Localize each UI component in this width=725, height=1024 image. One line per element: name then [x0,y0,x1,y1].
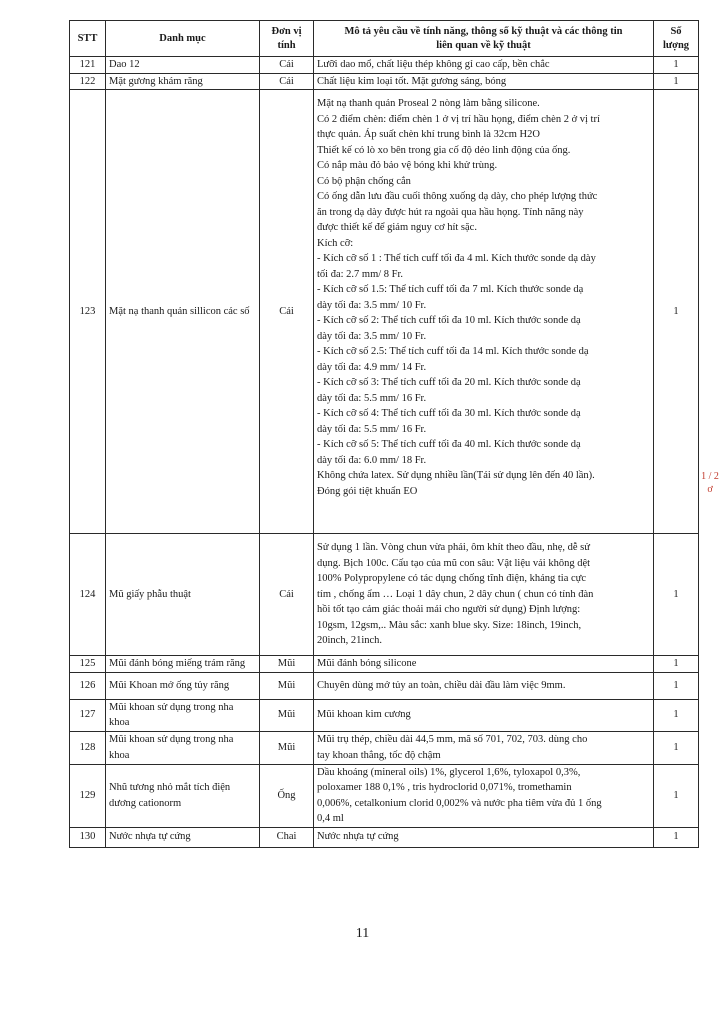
row-unit-cell: Cái [260,73,314,90]
desc-line: Dầu khoáng (mineral oils) 1%, glycerol 1,6%, tyloxapol 0,3%, [317,766,581,778]
header-stt: STT [70,21,106,57]
row-stt-cell: 130 [70,827,106,847]
desc-line: - Kích cỡ số 2: Thể tích cuff tối đa 10 ml. Kích thước sonde dạ [317,315,581,326]
table-row [70,90,699,534]
row-stt-cell: 123 [70,90,106,534]
desc-line: 100% Polypropylene có tác dụng chống tĩnh điện, kháng tia cực [317,573,587,585]
row-qty-cell: 1 [654,827,699,847]
table-row [70,699,699,731]
row-name-cell: Mũ giấy phẫu thuật [106,534,260,656]
desc-line: Đóng gói tiệt khuẩn EO [317,485,418,497]
desc-line: Có ống dẫn lưu đầu cuối thông xuống dạ dày, cho phép lượng thức [317,191,598,202]
row-stt-cell: 127 [70,699,106,731]
desc-line: Nước nhựa tự cứng [317,831,399,843]
desc-line: Mũi trụ thép, chiều dài 44,5 mm, mã số 701, 702, 703. dùng cho [317,734,588,745]
desc-line: Không chứa latex. Sử dụng nhiều lần(Tái sử dụng lên đến 40 lần). [317,470,595,481]
row-name-cell: Dao 12 [106,57,260,74]
row-desc-cell [314,656,654,673]
desc-line: được thiết kế để giảm nguy cơ hít sặc. [317,222,477,233]
margin-note-line: 1 / 2 [701,471,719,482]
row-name-cell: Mặt nạ thanh quản sillicon các số [106,90,260,534]
desc-line: 10gsm, 12gsm,.. Màu sắc: xanh blue sky. Size: 18inch, 19inch, [317,619,582,631]
desc-line: Chuyên dùng mở tủy an toàn, chiều dài đầu làm việc 9mm. [317,679,566,691]
row-name-cell: Mặt gương khám răng [106,73,260,90]
row-desc-cell [314,57,654,74]
desc-line: Sử dụng 1 lần. Vòng chun vừa phải, ôm khít theo đầu, nhẹ, dễ sử [317,542,590,554]
row-unit-cell: Mũi [260,731,314,764]
row-name-cell: Mũi khoan sử dụng trong nha khoa [106,731,260,764]
row-name-cell: Mũi khoan sử dụng trong nha khoa [106,699,260,731]
spec-table [69,20,699,848]
desc-line: poloxamer 188 0,1% , tris hydroclorid 0,071%, tromethamin [317,782,572,793]
desc-line: 20inch, 21inch. [317,635,383,647]
row-qty-cell: 1 [654,672,699,699]
row-desc-cell [314,731,654,764]
desc-line: dày tối đa: 5.5 mm/ 16 Fr. [317,392,427,404]
table-row [70,827,699,847]
row-stt-cell: 124 [70,534,106,656]
row-stt-cell: 121 [70,57,106,74]
header-desc-line: Mô tả yêu cầu về tính năng, thông số kỹ thuật và các thông tin [344,25,623,37]
page-number: 11 [355,926,370,941]
row-desc-cell [314,827,654,847]
row-desc-cell [314,90,654,534]
row-stt-cell: 122 [70,73,106,90]
row-desc-cell [314,764,654,827]
desc-line: - Kích cỡ số 3: Thể tích cuff tối đa 20 ml. Kích thước sonde dạ [317,377,581,388]
table-row [70,656,699,673]
row-stt-cell: 128 [70,731,106,764]
desc-line: dày tối đa: 3.5 mm/ 10 Fr. [317,299,427,311]
desc-line: dày tối đa: 4.9 mm/ 14 Fr. [317,361,427,373]
row-unit-cell: Ống [260,764,314,827]
desc-line: ăn trong dạ dày được hút ra ngoài qua hầu họng. Tính năng này [317,206,584,218]
header-desc-line: liên quan về kỹ thuật [436,39,531,51]
desc-line: - Kích cỡ số 1 : Thể tích cuff tối đa 4 ml. Kích thước sonde dạ dày [317,253,596,264]
header-unit: Đơn vị tính [260,21,314,57]
row-unit-cell: Mũi [260,672,314,699]
row-unit-cell: Chai [260,827,314,847]
row-name-cell: Nhũ tương nhỏ mắt tích điện dương cationorm [106,764,260,827]
row-desc-cell [314,699,654,731]
row-name-cell: Nước nhựa tự cứng [106,827,260,847]
row-unit-cell: Mũi [260,656,314,673]
table-row [70,534,699,656]
desc-line: Kích cỡ: [317,237,354,249]
desc-line: Mặt nạ thanh quản Proseal 2 nòng làm bằng silicone. [317,98,540,109]
desc-line: Có nắp màu đỏ bảo vệ bóng khi khử trùng. [317,160,498,171]
row-stt-cell: 129 [70,764,106,827]
row-name-cell: Mũi đánh bóng miếng trám răng [106,656,260,673]
table-row [70,73,699,90]
row-unit-cell: Cái [260,57,314,74]
desc-line: Mũi khoan kim cương [317,709,411,721]
desc-line: Có bộ phận chống cắn [317,175,411,187]
table-header-row [70,21,699,57]
desc-line: dụng. Bịch 100c. Cấu tạo của mũ con sâu: Vật liệu vải không dệt [317,557,591,569]
desc-line: 0,4 ml [317,813,344,824]
row-unit-cell: Cái [260,90,314,534]
row-qty-cell: 1 [654,57,699,74]
margin-note-line: ơ [707,484,713,495]
desc-line: dày tối đa: 6.0 mm/ 18 Fr. [317,454,427,466]
desc-line: tay khoan thẳng, tốc độ chậm [317,749,441,761]
margin-handwritten-note [700,470,720,590]
header-name: Danh mục [106,21,260,57]
desc-line: tối đa: 2.7 mm/ 8 Fr. [317,268,404,280]
desc-line: Thiết kế có lò xo bên trong gia cố độ dẻo linh động của ống. [317,144,571,156]
desc-line: hồi tốt tạo cảm giác thoải mái cho người sử dụng) Định lượng: [317,604,581,616]
desc-line: thực quản. Áp suất chèn khí trung bình là 32cm H2O [317,129,540,140]
row-desc-cell [314,73,654,90]
desc-line: Lưỡi dao mổ, chất liệu thép không gỉ cao cấp, bền chắc [317,59,550,70]
desc-line: 0,006%, cetalkonium clorid 0,002% và nước pha tiêm vừa đủ 1 ống [317,797,602,809]
desc-line: - Kích cỡ số 2.5: Thể tích cuff tối đa 14 ml. Kích thước sonde dạ [317,346,589,357]
desc-line: Có 2 điểm chèn: điểm chèn 1 ở vị trí hầu họng, điểm chèn 2 ở vị trí [317,113,600,125]
desc-line: dày tối đa: 5.5 mm/ 16 Fr. [317,423,427,435]
row-desc-cell [314,534,654,656]
row-qty-cell: 1 [654,73,699,90]
desc-line: tím , chống ẩm … Loại 1 dây chun, 2 dây chun ( chun có tính đàn [317,588,594,600]
row-name-cell: Mũi Khoan mở ống tủy răng [106,672,260,699]
row-stt-cell: 125 [70,656,106,673]
row-unit-cell: Cái [260,534,314,656]
desc-line: - Kích cỡ số 5: Thể tích cuff tối đa 40 ml. Kích thước sonde dạ [317,439,581,450]
row-qty-cell: 1 [654,764,699,827]
table-row [70,672,699,699]
desc-line: dày tối đa: 3.5 mm/ 10 Fr. [317,330,427,342]
row-qty-cell: 1 [654,90,699,534]
desc-line: - Kích cỡ số 1.5: Thể tích cuff tối đa 7 ml. Kích thước sonde dạ [317,284,584,295]
table-body [70,57,699,848]
row-qty-cell: 1 [654,699,699,731]
row-qty-cell: 1 [654,656,699,673]
desc-line: Mũi đánh bóng silicone [317,658,417,669]
table-row [70,731,699,764]
row-qty-cell: 1 [654,731,699,764]
desc-line: - Kích cỡ số 4: Thể tích cuff tối đa 30 ml. Kích thước sonde dạ [317,408,581,419]
row-qty-cell: 1 [654,534,699,656]
header-desc [314,21,654,57]
table-row [70,764,699,827]
desc-line: Chất liệu kim loại tốt. Mặt gương sáng, bóng [317,75,507,87]
table-row [70,57,699,74]
row-unit-cell: Mũi [260,699,314,731]
row-stt-cell: 126 [70,672,106,699]
header-qty: Số lượng [654,21,699,57]
row-desc-cell [314,672,654,699]
